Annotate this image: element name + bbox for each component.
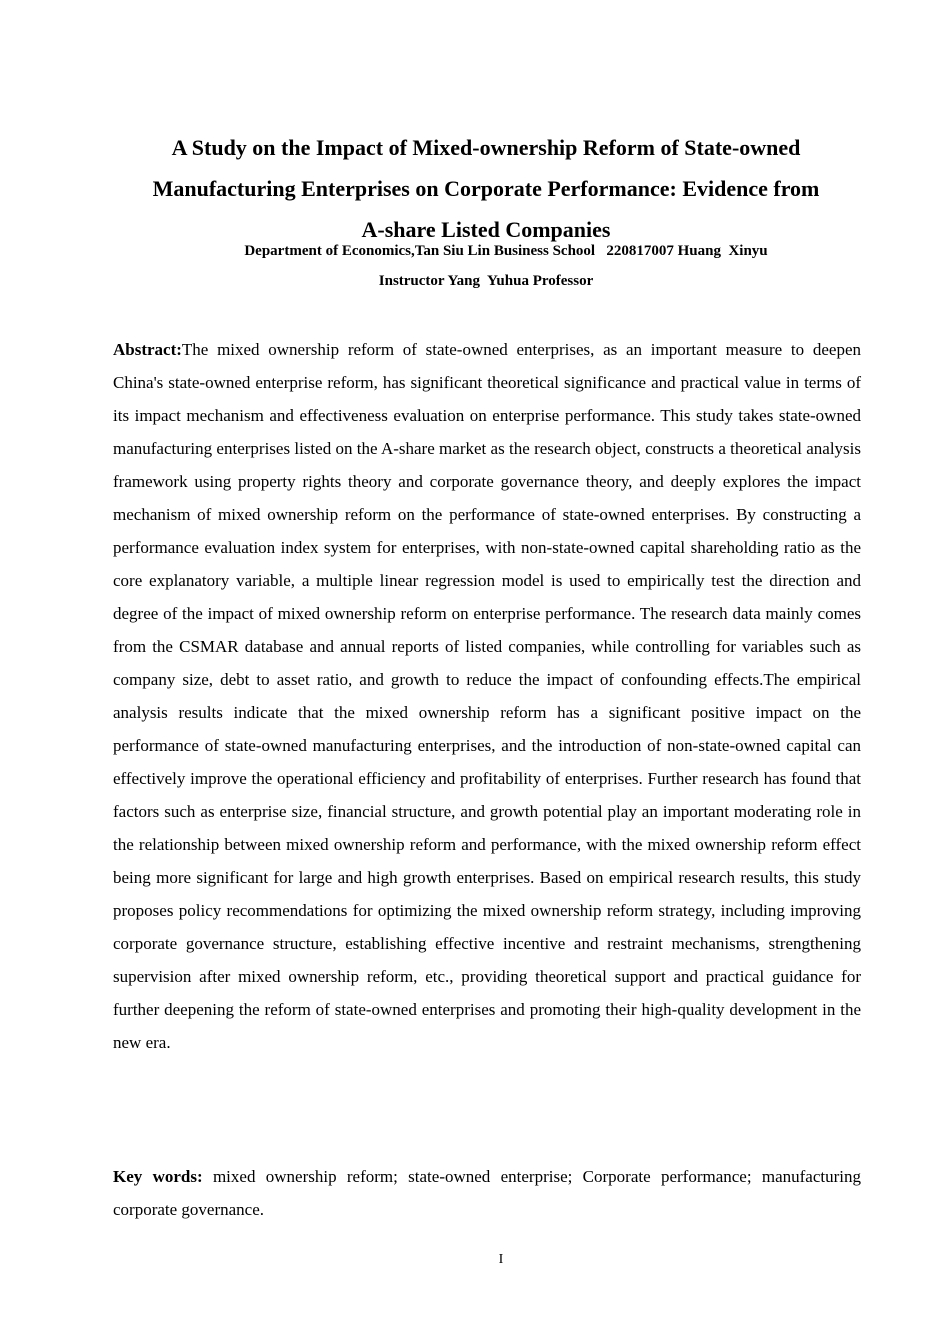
keywords-text: mixed ownership reform; state-owned enterprise; Corporate performance; manufacturing corporate governance.: [113, 1167, 861, 1219]
keywords-paragraph: [113, 1160, 861, 1226]
abstract-label: Abstract:: [113, 340, 182, 359]
author-affiliation: Department of Economics,Tan Siu Lin Business School 220817007 Huang Xinyu: [244, 243, 768, 259]
paper-title-line-1: A Study on the Impact of Mixed-ownership Reform of State-owned: [171, 135, 801, 160]
abstract-paragraph: [113, 333, 861, 1059]
page-number: I: [498, 1252, 504, 1267]
paper-title: [110, 127, 862, 250]
abstract-text: The mixed ownership reform of state-owned enterprises, as an important measure to deepen China's state-owned enterprise reform, has significant theoretical significance and practical value in terms of its impact mechanism and effectiveness evaluation on enterprise performance. This study takes state-owned manufacturing enterprises listed on the A-share market as the research object, constructs a theoretical analysis framework using property rights theory and corporate governance theory, and deeply explores the impact mechanism of mixed ownership reform on the performance of state-owned enterprises. By constructing a performance evaluation index system for enterprises, with non-state-owned capital shareholding ratio as the core explanatory variable, a multiple linear regression model is used to empirically test the direction and degree of the impact of mixed ownership reform on enterprise performance. The research data mainly comes from the CSMAR database and annual reports of listed companies, while controlling for variables such as company size, debt to asset ratio, and growth to reduce the impact of confounding effects.The empirical analysis results indicate that the mixed ownership reform has a significant positive impact on the performance of state-owned manufacturing enterprises, and the introduction of non-state-owned capital can effectively improve the operational efficiency and profitability of enterprises. Further research has found that factors such as enterprise size, financial structure, and growth potential play an important moderating role in the relationship between mixed ownership reform and performance, with the mixed ownership reform effect being more significant for large and high growth enterprises. Based on empirical research results, this study proposes policy recommendations for optimizing the mixed ownership reform strategy, including improving corporate governance structure, establishing effective incentive and restraint mechanisms, strengthening supervision after mixed ownership reform, etc., providing theoretical support and practical guidance for further deepening the reform of state-owned enterprises and promoting their high-quality development in the new era.: [113, 340, 861, 1052]
paper-title-line-2: Manufacturing Enterprises on Corporate Performance: Evidence from: [152, 176, 820, 201]
paper-title-line-3: A-share Listed Companies: [361, 217, 611, 242]
instructor-info: Instructor Yang Yuhua Professor: [378, 273, 594, 289]
keywords-label: Key words:: [113, 1167, 203, 1186]
